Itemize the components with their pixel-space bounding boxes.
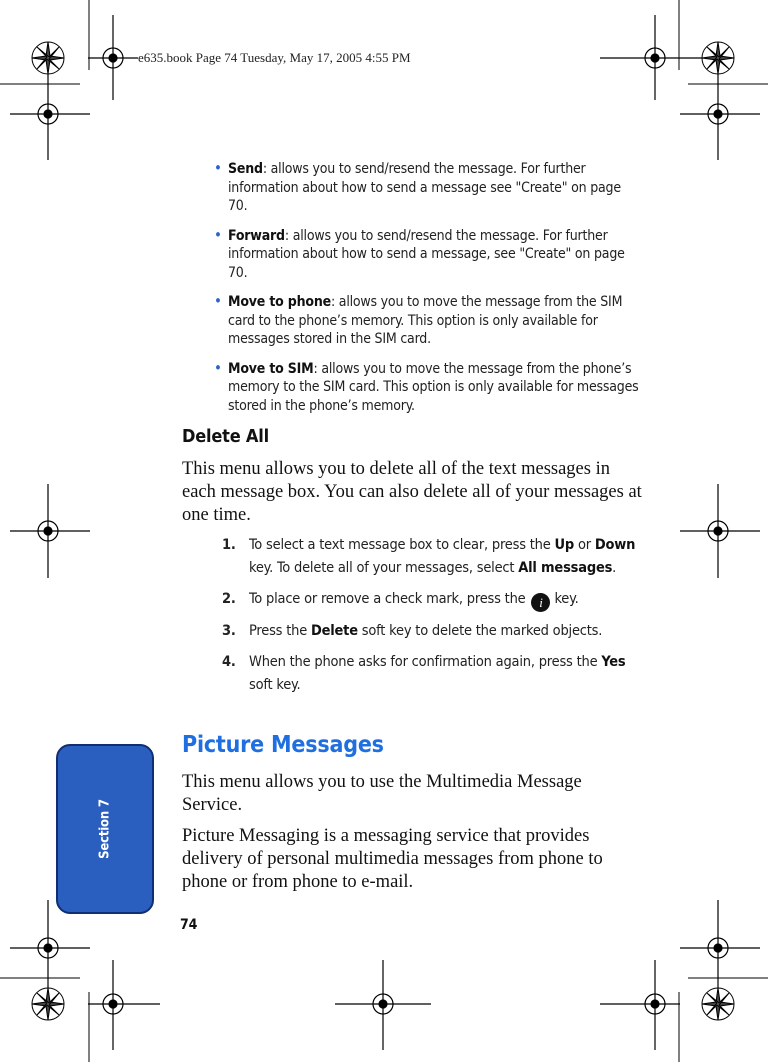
step-text: key.	[554, 591, 579, 607]
bullet-icon: •	[214, 358, 222, 377]
steps-list	[222, 534, 642, 705]
key-name: Delete	[310, 623, 358, 639]
menu-option-name: All messages	[518, 560, 613, 576]
key-name: Yes	[601, 654, 626, 670]
step-number: 2.	[222, 591, 236, 607]
star-target-top-right	[702, 42, 734, 74]
option-desc: : allows you to send/resend the message. For further information about how to send a message, see "Create" on page 70.	[228, 227, 625, 281]
bullet-icon: •	[214, 225, 222, 244]
option-term: Move to SIM	[228, 360, 314, 377]
registration-mark-right-mid	[680, 484, 760, 578]
picture-messages-heading: Picture Messages	[182, 732, 384, 758]
delete-all-heading: Delete All	[182, 426, 269, 447]
step-text: .	[612, 560, 617, 576]
step-text: soft key.	[249, 677, 301, 693]
section-tab	[56, 744, 154, 914]
step-text: Press the	[249, 623, 311, 639]
key-name: Down	[594, 537, 636, 553]
step-number: 3.	[222, 623, 236, 639]
registration-mark-left-mid	[10, 484, 90, 578]
step-number: 4.	[222, 654, 236, 670]
step-text: When the phone asks for confirmation again, press the	[249, 654, 602, 670]
info-key-icon: i	[531, 593, 550, 612]
option-term: Move to phone	[228, 294, 331, 310]
delete-all-intro: This menu allows you to delete all of the text messages in each message box. You can also delete all of your messages at one time.	[182, 459, 642, 525]
section-tab-label: Section 7	[97, 799, 113, 859]
options-list	[214, 160, 644, 426]
registration-mark-right-bottom	[680, 900, 760, 995]
bullet-icon: •	[214, 159, 222, 177]
step-item	[222, 620, 642, 643]
step-item	[222, 588, 642, 612]
list-item	[214, 360, 644, 416]
option-desc: : allows you to move the message from the SIM card to the phone’s memory. This option is only available for messages stored in the SIM card.	[228, 294, 623, 347]
step-text: To place or remove a check mark, press the	[249, 591, 526, 607]
bullet-icon: •	[214, 292, 222, 310]
page-number: 74	[180, 917, 198, 933]
star-target-bottom-right	[702, 988, 734, 1020]
star-target-top-left	[32, 42, 64, 74]
list-item	[214, 227, 644, 283]
step-number: 1.	[222, 537, 236, 553]
step-text: key. To delete all of your messages, select	[249, 560, 519, 576]
option-term: Forward	[228, 227, 285, 244]
print-header: e635.book Page 74 Tuesday, May 17, 2005 4:55 PM	[138, 50, 411, 65]
picture-messages-desc: Picture Messaging is a messaging service that provides delivery of personal multimedia messages from phone to phone or from phone to e-mail.	[182, 826, 603, 892]
step-text: To select a text message box to clear, press the	[249, 537, 555, 553]
picture-messages-intro: This menu allows you to use the Multimedia Message Service.	[182, 772, 582, 815]
registration-mark-bottom-center	[335, 960, 431, 1050]
key-name: Up	[554, 537, 575, 553]
option-desc: : allows you to move the message from the phone’s memory to the SIM card. This option is only available for messages stored in the phone’s memory.	[228, 360, 639, 414]
option-term: Send	[228, 161, 263, 177]
step-item	[222, 534, 642, 580]
registration-mark-bottom-right	[600, 960, 680, 1050]
option-desc: : allows you to send/resend the message. For further information about how to send a message see "Create" on page 70.	[228, 161, 621, 214]
star-target-bottom-left	[32, 988, 64, 1020]
registration-mark-left-bottom	[10, 900, 90, 995]
step-text: or	[574, 537, 595, 553]
registration-mark-bottom-left	[88, 960, 160, 1050]
step-item	[222, 651, 642, 697]
registration-mark-top-center	[600, 15, 710, 100]
list-item	[214, 293, 644, 349]
step-text: soft key to delete the marked objects.	[357, 623, 603, 639]
registration-mark-top-left	[88, 15, 138, 100]
list-item	[214, 160, 644, 216]
